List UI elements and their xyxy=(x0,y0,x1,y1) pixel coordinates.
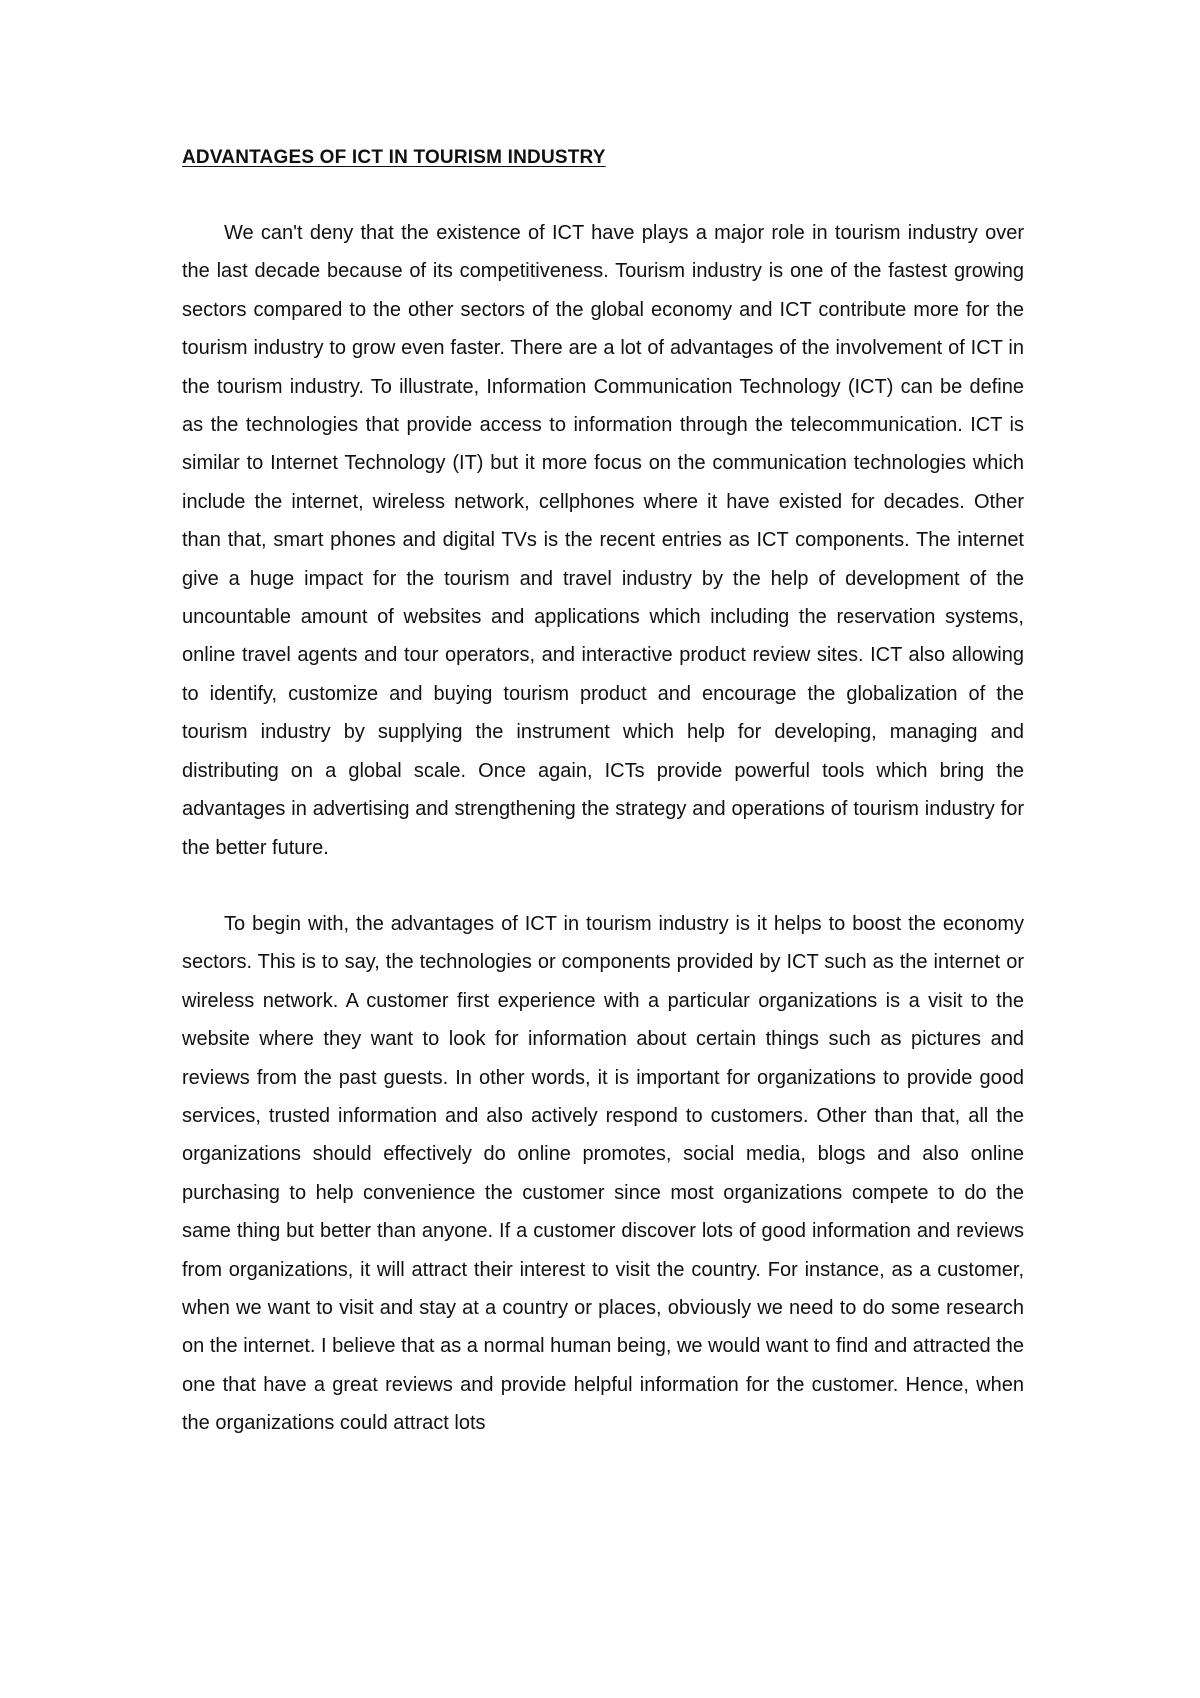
document-body xyxy=(182,144,1024,1443)
paragraph-economy: To begin with, the advantages of ICT in tourism industry is it helps to boost the economy sectors. This is to say, the technologies or components provided by ICT such as the internet or wireless network. A customer first experience with a particular organizations is a visit to the website where they want to look for information about certain things such as pictures and reviews from the past guests. In other words, it is important for organizations to provide good services, trusted information and also actively respond to customers. Other than that, all the organizations should effectively do online promotes, social media, blogs and also online purchasing to help convenience the customer since most organizations compete to do the same thing but better than anyone. If a customer discover lots of good information and reviews from organizations, it will attract their interest to visit the country. For instance, as a customer, when we want to visit and stay at a country or places, obviously we need to do some research on the internet. I believe that as a normal human being, we would want to find and attracted the one that have a great reviews and provide helpful information for the customer. Hence, when the organizations could attract lots xyxy=(182,912,1024,1435)
paragraph-intro: We can't deny that the existence of ICT have plays a major role in tourism industry over the last decade because of its competitiveness. Tourism industry is one of the fastest growing sectors compared to the other sectors of the global economy and ICT contribute more for the tourism industry to grow even faster. There are a lot of advantages of the involvement of ICT in the tourism industry. To illustrate, Information Communication Technology (ICT) can be define as the technologies that provide access to information through the telecommunication. ICT is similar to Internet Technology (IT) but it more focus on the communication technologies which include the internet, wireless network, cellphones where it have existed for decades. Other than that, smart phones and digital TVs is the recent entries as ICT components. The internet give a huge impact for the tourism and travel industry by the help of development of the uncountable amount of websites and applications which including the reservation systems, online travel agents and tour operators, and interactive product review sites. ICT also allowing to identify, customize and buying tourism product and encourage the globalization of the tourism industry by supplying the instrument which help for developing, managing and distributing on a global scale. Once again, ICTs provide powerful tools which bring the advantages in advertising and strengthening the strategy and operations of tourism industry for the better future. xyxy=(182,222,1024,859)
document-title: ADVANTAGES OF ICT IN TOURISM INDUSTRY xyxy=(182,147,606,168)
